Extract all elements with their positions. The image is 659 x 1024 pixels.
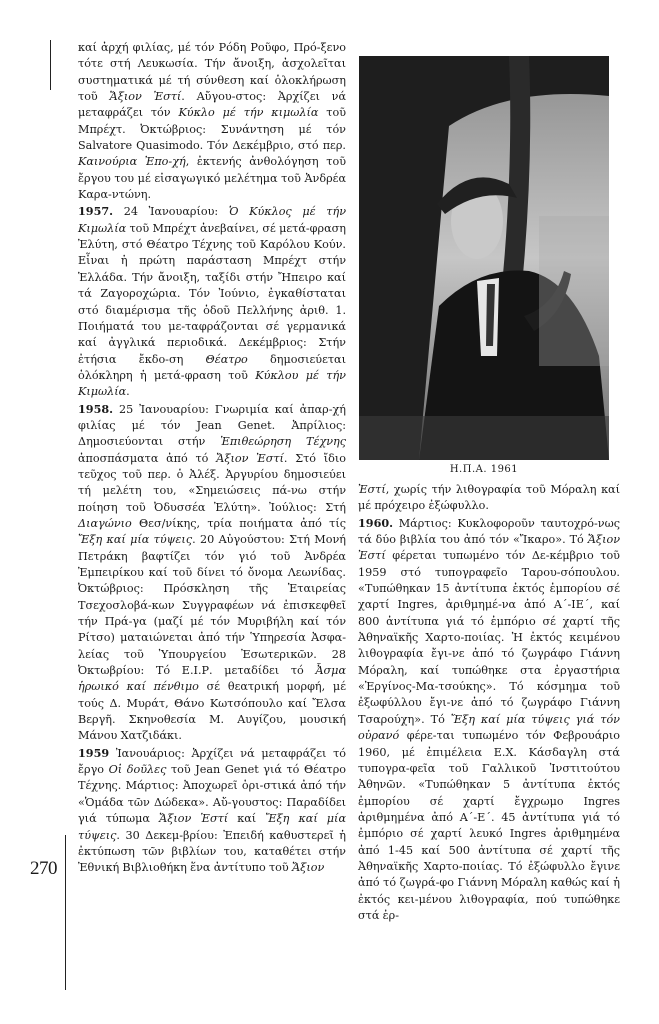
text-run: δημοσιεύεται ὁλόκληρη ἡ μετά-φραση τοῦ bbox=[78, 352, 346, 382]
page-number: 270 bbox=[30, 858, 57, 879]
text-run: 24 Ἰανουαρίου: bbox=[113, 205, 229, 219]
year-heading: 1959 bbox=[78, 745, 110, 760]
text-run: Ἰανουάριος: Ἀρχίζει νά μεταφράζει τό ἔργο bbox=[78, 746, 346, 777]
paragraph bbox=[358, 482, 620, 515]
text-run: Θεσ/νίκης, τρία ποιήματα ἀπό τίς bbox=[131, 516, 346, 530]
title-italic: Διαγώνιο bbox=[78, 516, 132, 530]
title-italic: Ἐπιθεώρηση Τέχνης bbox=[220, 435, 346, 449]
photo-caption: Η.Π.Α. 1961 bbox=[449, 464, 519, 475]
text-run: . Αὔγου-στος: Ἀρχίζει νά μεταφράζει τόν bbox=[78, 90, 347, 120]
text-run: καί ἀρχή φιλίας, μέ τόν Ρόδη Ροῦφο, Πρό-ξενο τότε στή Λευκωσία. Τήν ἄνοιξη, ἀσχολεῖται συστηματικά μέ τή σύνθεση καί ὁλοκλήρωση τοῦ bbox=[78, 41, 346, 104]
year-heading: 1957. bbox=[78, 204, 114, 219]
title-italic: Οἱ δοῦλες bbox=[108, 763, 167, 777]
text-run: φέρε-ται τυπωμένο τόν Φεβρουάριο 1960, μέ ἐπιμέλεια Ε.Χ. Κάσδαγλη στά τυπογρα-φεῖα τοῦ Γαλλικοῦ Ἰνστιτούτου Ἀθηνῶν. «Τυπώθηκαν 5 ἀντίτυπα ἐκτός ἐμπορίου σέ χαρτί ἔγχρωμο Ingres ἀριθμημένα ἀπό Α΄-Ε΄. 45 ἀντίτυπα γιά τό ἐμπόριο σέ χαρτί λευκό Ingres ἀριθμημένα ἀπό 1-45 καί 500 ἀντίτυπα σέ χαρτί τῆς Ἀθηναϊκῆς Χαρτο-ποιίας. Τό ἐξώφυλλο ἔγινε ἀπό τό ζωγρά-φο Γιάννη Μόραλη καθώς καί ἡ ἐκτός κει-μένου λιθογραφία, πού τυπώθηκε στά ἐρ- bbox=[358, 729, 620, 922]
left-text-column bbox=[78, 40, 346, 877]
text-run: . 30 Δεκεμ-βρίου: Ἐπειδή καθυστερεῖ ἡ ἐκτύπωση τῶν βιβλίων του, καταθέτει στήν Ἐθνική Βιβλιοθήκη ἕνα ἀντίτυπο τοῦ bbox=[78, 828, 346, 875]
right-text-column bbox=[358, 482, 620, 924]
title-italic: Ἄξιον bbox=[291, 861, 325, 875]
title-italic: Καινούρια Ἐπο-χή bbox=[78, 155, 186, 169]
man-in-cap-by-window-icon bbox=[359, 56, 609, 460]
margin-rule-top bbox=[50, 40, 51, 90]
photo-image bbox=[359, 56, 609, 460]
title-italic: Ἔξη καί μία τύψεις bbox=[78, 812, 346, 842]
paragraph bbox=[78, 401, 346, 745]
year-heading: 1960. bbox=[358, 515, 394, 530]
title-italic: Ἄξιον Ἐστί bbox=[159, 812, 229, 826]
margin-rule-bottom bbox=[65, 835, 66, 990]
text-run: . 20 Αὐγούστου: Στή Μονή Πετράκη βαφτίζει τόν γιό τοῦ Ἀνδρέα Ἐμπειρίκου καί τοῦ δίνει τό ὄνομα Λεωνίδας. Ὀκτώβριος: Πρόσκληση τῆς Ἑταιρείας Τσεχοσλοβά-κων Συγγραφέων νά ἐπισκεφθεῖ τήν Πρά-γα (μαζί μέ τόν Μυριβήλη καί τόν Ρίτσο) ματαιώνεται ἀπό τήν Ὑπηρεσία Ἀσφα-λείας τοῦ Ὑπουργείου Ἐσωτερικῶν. 28 Ὀκτωβρίου: Τό Ε.Ι.Ρ. μεταδίδει τό bbox=[78, 533, 346, 678]
text-run: , χωρίς τήν λιθογραφία τοῦ Μόραλη καί μέ πρόχειρο ἐξώφυλλο. bbox=[358, 483, 620, 513]
text-run: τοῦ Μπρέχτ ἀνεβαίνει, σέ μετά-φραση Ἐλύτη, στό Θέατρο Τέχνης τοῦ Καρόλου Κούν. Εἶναι ἡ πρώτη παράσταση Μπρέχτ στήν Ἑλλάδα. Τήν ἄνοιξη, ταξίδι στήν Ἤπειρο καί τά Ζαγοροχώρια. Τόν Ἰούνιο, ἐγκαθίσταται στό διαμέρισμα τῆς ὁδοῦ Πελλήνης ἀριθ. 1. Ποιήματά του με-ταφράζονται σέ γερμανικά καί ἀγγλικά περιοδικά. Δεκέμβριος: Στήν ἐτήσια ἔκδο-ση bbox=[78, 221, 346, 366]
text-run: , ἐκτενής ἀνθολόγηση τοῦ ἔργου του μέ εἰσαγωγικό μελέτημα τοῦ Ἀνδρέα Καρα-ντώνη. bbox=[78, 155, 346, 202]
paragraph bbox=[78, 203, 346, 400]
text-run: Μάρτιος: Κυκλοφοροῦν ταυτοχρό-νως τά δύο βιβλία του ἀπό τόν «Ἴκαρο». Τό bbox=[358, 516, 620, 547]
year-heading: 1958. bbox=[78, 401, 114, 416]
text-run: σέ θεατρική μορφή, μέ τούς Δ. Μυράτ, Θάνο Κωτσόπουλο καί Ἔλσα Βεργῆ. Σκηνοθεσία Μ. Αυγίζου, μουσική Μάνου Χατζιδάκι. bbox=[78, 680, 347, 743]
text-run: καί bbox=[228, 812, 266, 826]
title-italic: Κύκλου μέ τήν Κιμωλία bbox=[78, 368, 346, 399]
paragraph bbox=[358, 515, 620, 925]
title-italic: Ἔξη καί μία τύψεις bbox=[78, 533, 193, 547]
text-run: 25 Ἰανουαρίου: Γνωριμία καί ἀπαρ-χή φιλίας μέ τόν Jean Genet. Ἀπρίλιος: Δημοσιεύονται στήν bbox=[78, 402, 346, 449]
text-run: . bbox=[126, 385, 130, 399]
text-run: φέρεται τυπωμένο τόν Δε-κέμβριο τοῦ 1959 στό τυπογραφεῖο Ταρου-σόπουλου. «Τυπώθηκαν 15 ἀντίτυπα ἐκτός ἐμπορίου σέ χαρτί Ingres, ἀριθμημέ-να ἀπό Α΄-ΙΕ΄, καί 800 ἀντίτυπα γιά τό ἐμπόριο σέ χαρτί τῆς Ἀθηναϊκῆς Χαρτο-ποιίας. Ἡ ἐκτός κειμένου λιθογραφία ἔγι-νε ἀπό τό ζωγράφο Γιάννη Μόραλη, καί τυπώθηκε στα ἐργαστήρια «Ἐργίνος-Μα-τσούκης». Τό κόσμημα τοῦ ἐξωφύλλου ἔγι-νε ἀπό τό ζωγράφο Γιάννη Τσαρούχη». Τό bbox=[358, 549, 620, 726]
text-run: . Στό ἴδιο τεῦχος τοῦ περ. ὁ Ἀλέξ. Ἀργυρίου δημοσιεύει τή μελέτη του, «Σημειώσεις πά-νω στήν ποίηση τοῦ Ὀδυσσέα Ἐλύτη». Ἰούλιος: Στή bbox=[78, 451, 347, 514]
title-italic: Θέατρο bbox=[205, 352, 248, 366]
title-italic: Ὁ Κύκλος μέ τήν Κιμωλία bbox=[78, 205, 346, 235]
text-run: τοῦ Jean Genet γιά τό Θέατρο Τέχνης. Μάρτιος: Ἀποχωρεῖ ὁρι-στικά ἀπό τήν «Ὁμάδα τῶν Δώδεκα». Αὔ-γουστος: Παραδίδει γιά τύπωμα bbox=[78, 763, 347, 826]
text-run: ἀποσπάσματα ἀπό τό bbox=[78, 451, 217, 465]
title-italic: Ἆσμα ἡρωικό καί πένθιμο bbox=[78, 664, 346, 694]
text-run: τοῦ Μπρέχτ. Ὀκτώβριος: Συνάντηση μέ τόν Salvatore Quasimodo. Τόν Δεκέμβριο, στό περ. bbox=[78, 106, 346, 153]
title-italic: Ἐστί bbox=[358, 483, 386, 496]
paragraph bbox=[78, 745, 346, 877]
paragraph bbox=[78, 40, 346, 203]
title-italic: Ἄξιον Ἐστί bbox=[109, 90, 182, 104]
title-italic: Ἄξιον Ἐστί bbox=[216, 451, 284, 465]
title-italic: Ἔξη καί μία τύψεις γιά τόν οὐρανό bbox=[358, 712, 620, 743]
title-italic: Κύκλο μέ τήν κιμωλία bbox=[178, 106, 319, 120]
title-italic: Ἄξιον Ἐστί bbox=[358, 533, 620, 563]
